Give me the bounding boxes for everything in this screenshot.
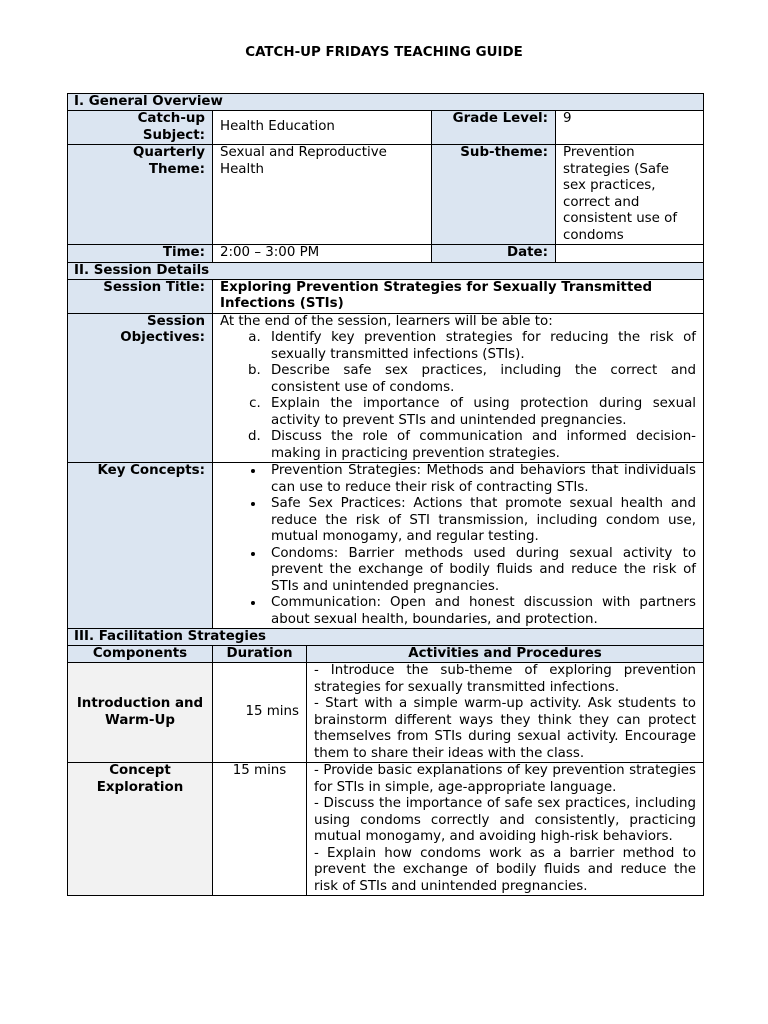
concept-item: • Communication: Open and honest discussion with partners about sexual health, boundaries, and protection. <box>265 595 696 628</box>
section-general-overview: I. General Overview <box>68 94 704 111</box>
date-label: Date: <box>432 245 556 263</box>
duration-cell: 15 mins <box>213 663 307 763</box>
objectives-cell <box>213 313 704 463</box>
activity-paragraph: - Explain how condoms work as a barrier method to prevent the exchange of bodily fluids and reduce the risk of STIs and unintended pregnancies. <box>314 845 697 894</box>
section-facilitation: III. Facilitation Strategies <box>68 629 704 646</box>
objectives-label: Session Objectives: <box>68 313 213 463</box>
activity-paragraph: - Start with a simple warm-up activity. Ask students to brainstorm different ways they think they can protect themselves from STIs during sexual activity. Encourage them to share their ideas with the class. <box>314 696 697 761</box>
theme-label: Quarterly Theme: <box>68 145 213 245</box>
objectives-intro: At the end of the session, learners will be able to: <box>220 313 553 329</box>
concept-item: • Condoms: Barrier methods used during sexual activity to prevent the exchange of bodily fluids and reduce the risk of STIs and unintended pregnancies. <box>265 546 696 596</box>
objective-item: d. Discuss the role of communication and informed decision-making in practicing prevention strategies. <box>265 429 696 462</box>
concept-item: • Prevention Strategies: Methods and behaviors that individuals can use to reduce their risk of contracting STIs. <box>265 463 696 496</box>
key-concepts-cell <box>213 463 704 629</box>
session-title-value: Exploring Prevention Strategies for Sexually Transmitted Infections (STIs) <box>213 279 704 313</box>
key-concepts-list <box>220 463 696 628</box>
session-title-label: Session Title: <box>68 279 213 313</box>
component-cell: Concept Exploration <box>68 763 213 896</box>
objective-item: b. Describe safe sex practices, including the correct and consistent use of condoms. <box>265 363 696 396</box>
objectives-list <box>220 330 696 462</box>
table-row <box>68 663 704 763</box>
grade-value: 9 <box>556 111 704 145</box>
duration-cell: 15 mins <box>213 763 307 896</box>
activities-cell <box>307 663 704 763</box>
activities-cell <box>307 763 704 896</box>
time-value: 2:00 – 3:00 PM <box>213 245 432 263</box>
subject-value: Health Education <box>213 111 432 145</box>
theme-value: Sexual and Reproductive Health <box>213 145 432 245</box>
date-value <box>556 245 704 263</box>
table-row <box>68 763 704 896</box>
component-cell: Introduction and Warm-Up <box>68 663 213 763</box>
grade-label: Grade Level: <box>432 111 556 145</box>
section-session-details: II. Session Details <box>68 262 704 279</box>
subject-label: Catch-up Subject: <box>68 111 213 145</box>
activity-paragraph: - Introduce the sub-theme of exploring prevention strategies for sexually transmitted infections. <box>314 663 697 695</box>
col-duration-header: Duration <box>213 646 307 663</box>
col-activities-header: Activities and Procedures <box>307 646 704 663</box>
document-title: CATCH-UP FRIDAYS TEACHING GUIDE <box>245 45 523 60</box>
objective-item: a. Identify key prevention strategies for reducing the risk of sexually transmitted infections (STIs). <box>265 330 696 363</box>
time-label: Time: <box>68 245 213 263</box>
objective-item: c. Explain the importance of using protection during sexual activity to prevent STIs and unintended pregnancies. <box>265 396 696 429</box>
concept-item: • Safe Sex Practices: Actions that promote sexual health and reduce the risk of STI transmission, including condom use, mutual monogamy, and regular testing. <box>265 496 696 546</box>
activity-paragraph: - Provide basic explanations of key prevention strategies for STIs in simple, age-appropriate language. <box>314 763 697 795</box>
col-components-header: Components <box>68 646 213 663</box>
activity-paragraph: - Discuss the importance of safe sex practices, including using condoms correctly and consistently, practicing mutual monogamy, and avoiding high-risk behaviors. <box>314 796 697 844</box>
subtheme-label: Sub-theme: <box>432 145 556 245</box>
key-concepts-label: Key Concepts: <box>68 463 213 629</box>
subtheme-value: Prevention strategies (Safe sex practices, correct and consistent use of condoms <box>556 145 704 245</box>
teaching-guide-table <box>67 93 704 896</box>
